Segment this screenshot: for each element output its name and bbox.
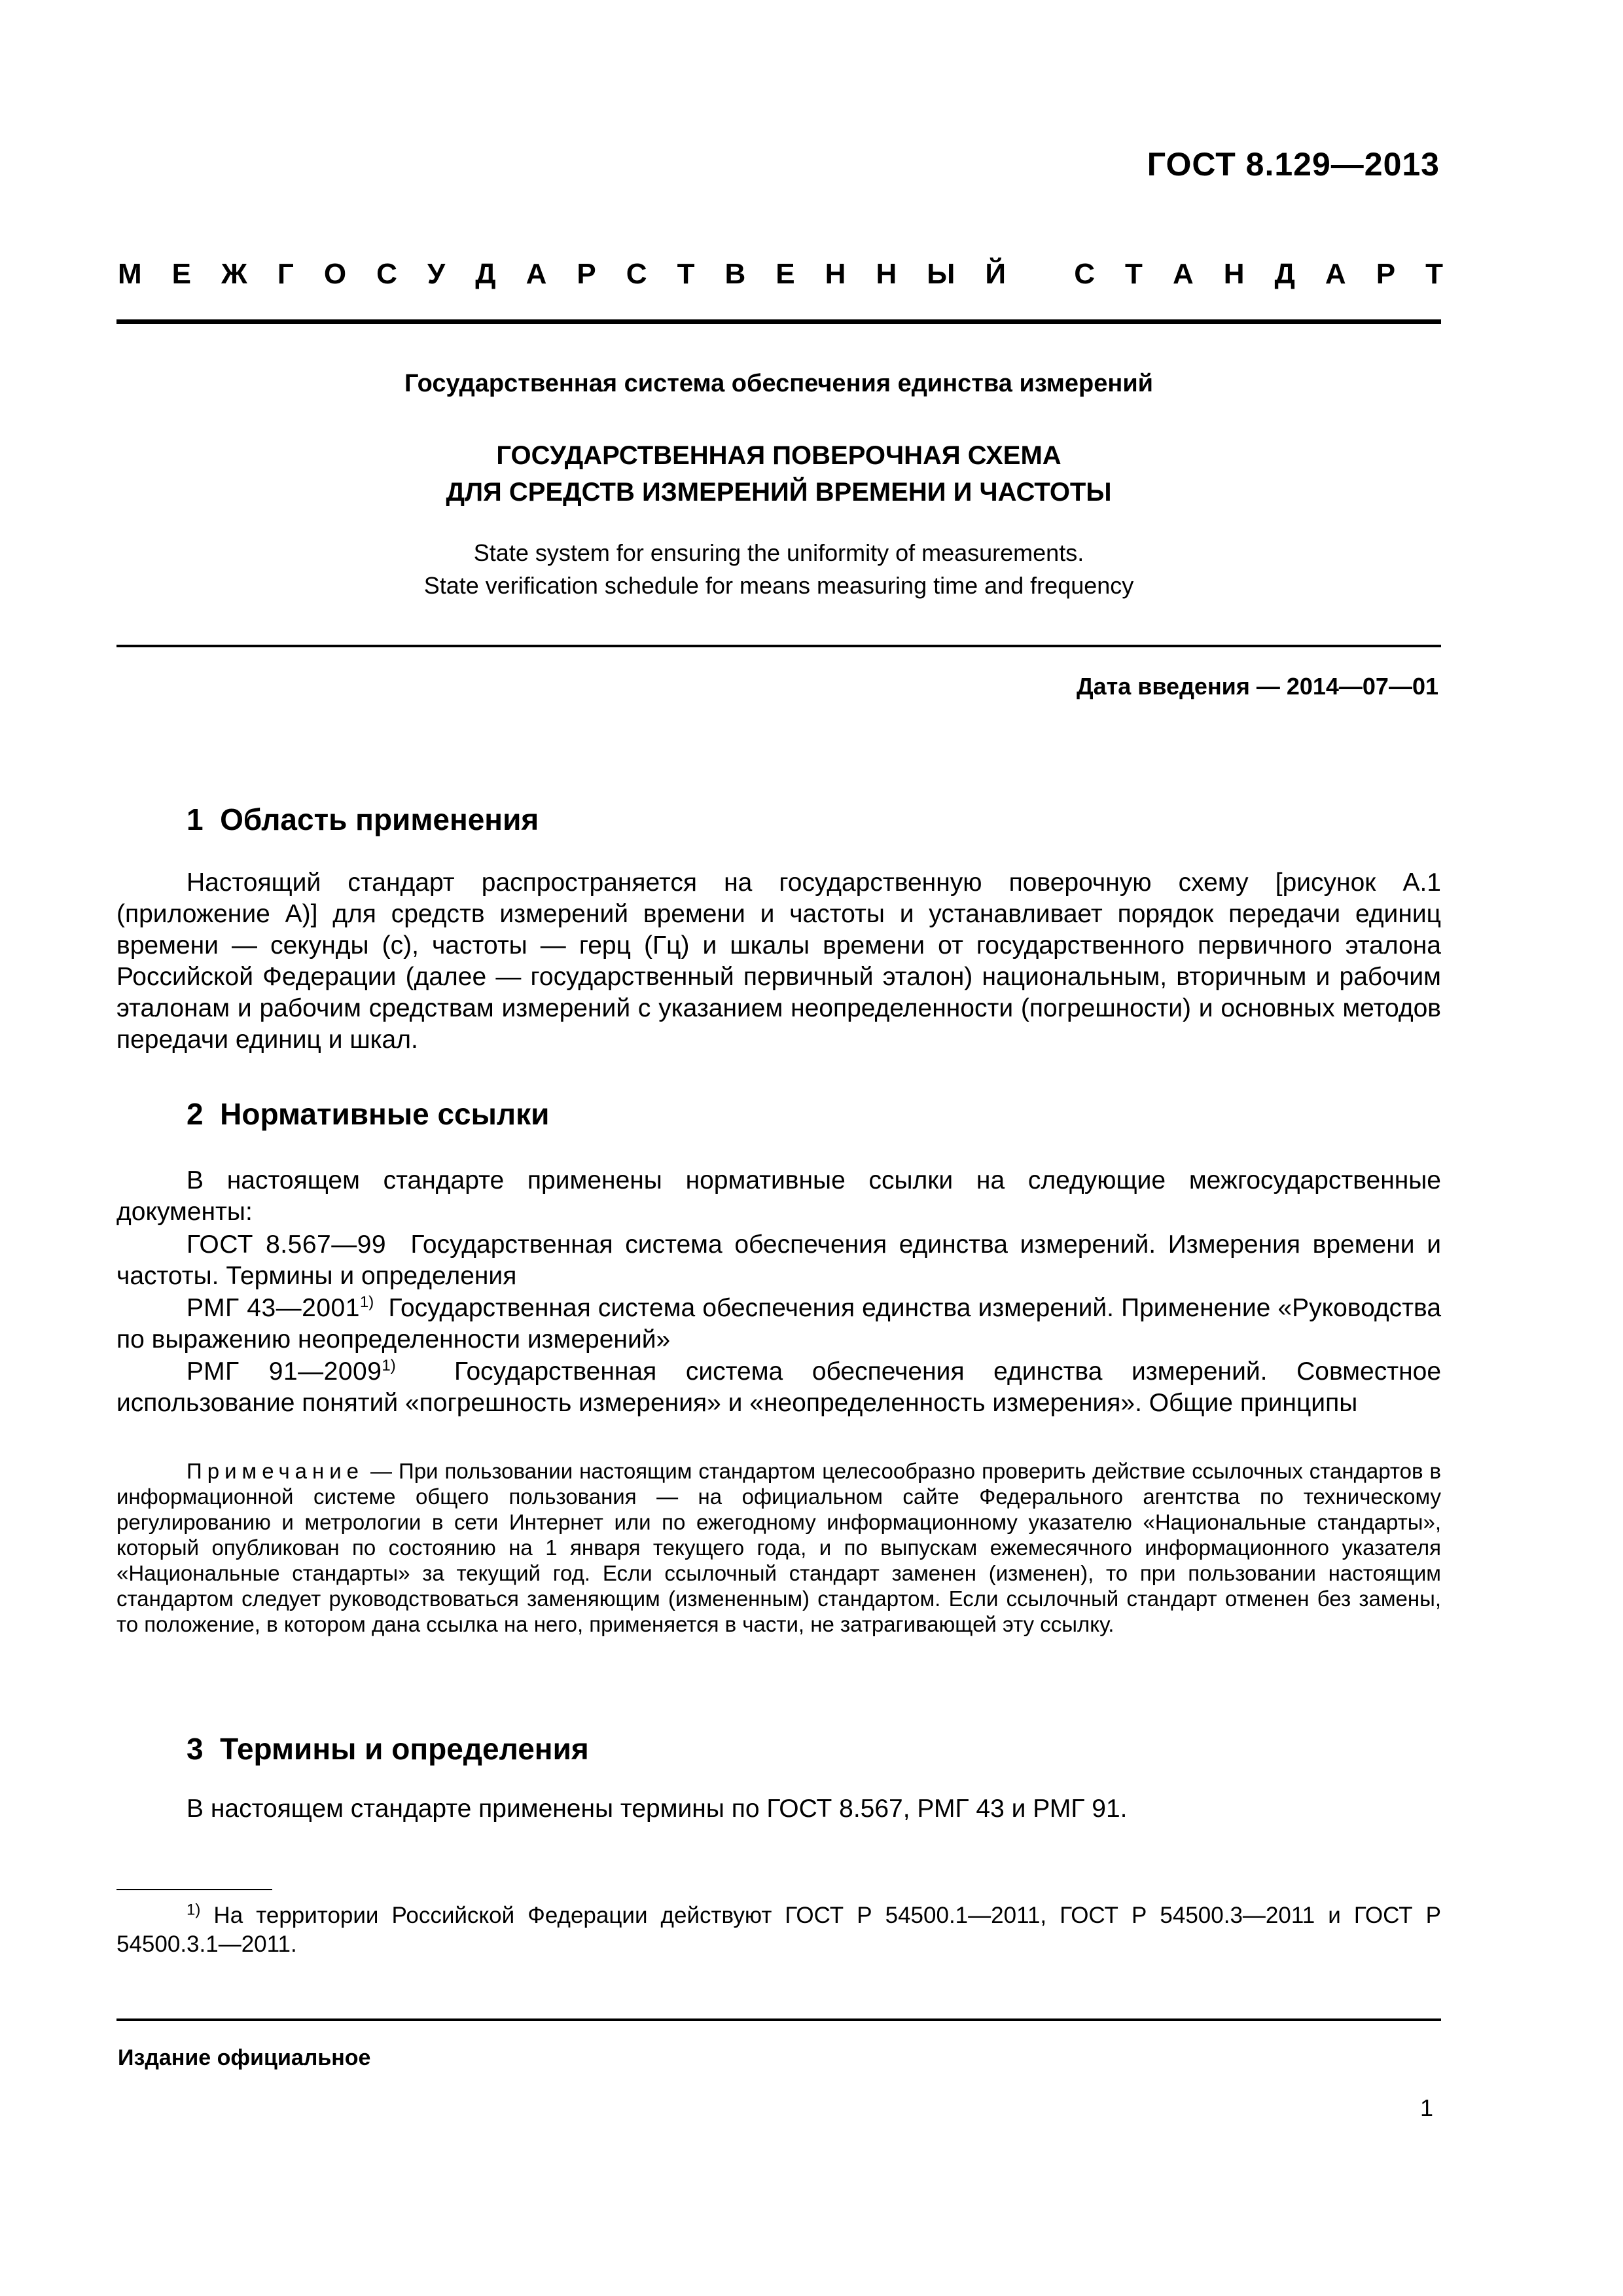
standard-type-letter: А: [526, 258, 547, 290]
english-title: [116, 537, 1441, 602]
introduction-date: Дата введения — 2014—07—01: [1076, 673, 1438, 700]
standard-type-letter: Ж: [221, 258, 247, 290]
document-number: ГОСТ 8.129—2013: [1147, 146, 1440, 183]
standard-type-letter: Р: [1376, 258, 1396, 290]
main-title: [116, 437, 1441, 511]
reference-title: Государственная система обеспечения единства измерений. Совместное использование понятий «погрешность измерения» и «неопределенность измерения». Общие принципы: [116, 1357, 1442, 1417]
standard-type-letter: Д: [475, 258, 496, 290]
standard-type-letter: М: [118, 258, 142, 290]
section-2-heading: [187, 1096, 549, 1132]
footer-rule: [116, 2018, 1441, 2021]
reference-code: ГОСТ 8.567—99: [187, 1230, 387, 1259]
standard-type-letter: Н: [876, 258, 897, 290]
standard-type-letter: Р: [577, 258, 596, 290]
section-2-heading-text: 2 Нормативные ссылки: [187, 1097, 550, 1131]
edition-label: Издание официальное: [118, 2045, 371, 2070]
footnote-rule: [116, 1889, 272, 1890]
reference-code: РМГ 43—2001: [187, 1294, 360, 1322]
standard-type-letter: Н: [1223, 258, 1245, 290]
standard-type-letter: А: [1325, 258, 1346, 290]
main-title-line-1: ГОСУДАРСТВЕННАЯ ПОВЕРОЧНАЯ СХЕМА: [496, 441, 1061, 470]
header-rule: [116, 319, 1441, 324]
standard-type-letter: В: [724, 258, 746, 290]
note-label: Примечание: [187, 1459, 365, 1483]
footnote-text: На территории Российской Федерации действуют ГОСТ Р 54500.1—2011, ГОСТ Р 54500.3—2011 и ГОСТ Р 54500.3.1—2011.: [116, 1903, 1441, 1957]
title-rule: [116, 645, 1441, 647]
standard-type-letter: У: [427, 258, 446, 290]
reference-code: РМГ 91—2009: [187, 1357, 382, 1386]
reference-footnote-mark: 1): [359, 1293, 374, 1311]
section-2-intro: В настоящем стандарте применены нормативные ссылки на следующие межгосударственные документы:: [116, 1166, 1441, 1226]
standard-type-letter: О: [323, 258, 347, 290]
section-1-heading-text: 1 Область применения: [187, 802, 539, 836]
standard-type-heading: [118, 258, 1443, 291]
section-1-heading: [187, 802, 539, 837]
page-number: 1: [1419, 2094, 1433, 2121]
standard-type-letter: Т: [677, 258, 695, 290]
standard-type-letter: Д: [1274, 258, 1295, 290]
standard-type-letter: Е: [776, 258, 795, 290]
normative-reference: [116, 1293, 1441, 1355]
note-text: — При пользовании настоящим стандартом целесообразно проверить действие ссылочных стандартов в информационной системе общего пользования — на официальном сайте Федерального агентства по техническому регулированию и метрологии в сети Интернет или по ежегодному информационному указателю «Национальные стандарты», который опубликован по состоянию на 1 января текущего года, и по выпускам ежемесячного информационного указателя «Национальные стандарты» за текущий год. Если ссылочный стандарт заменен (изменен), то при пользовании настоящим стандартом следует руководствоваться заменяющим (измененным) стандартом. Если ссылочный стандарт отменен без замены, то положение, в котором дана ссылка на него, применяется в части, не затрагивающей эту ссылку.: [116, 1459, 1441, 1636]
reference-title: Государственная система обеспечения единства измерений. Применение «Руководства по выражению неопределенности измерений»: [116, 1294, 1442, 1354]
main-title-line-2: ДЛЯ СРЕДСТВ ИЗМЕРЕНИЙ ВРЕМЕНИ И ЧАСТОТЫ: [446, 478, 1112, 507]
standard-type-letter: Ы: [927, 258, 955, 290]
reference-title: Государственная система обеспечения единства измерений. Измерения времени и частоты. Термины и определения: [116, 1230, 1441, 1290]
section-3-heading-text: 3 Термины и определения: [187, 1732, 589, 1766]
english-title-line-1: State system for ensuring the uniformity of measurements.: [473, 539, 1084, 566]
normative-reference: [116, 1229, 1441, 1292]
section-3-heading: [187, 1731, 589, 1767]
standard-type-letter: С: [626, 258, 647, 290]
section-1-text: Настоящий стандарт распространяется на государственную поверочную схему [рисунок А.1 (приложение А)] для средств измерений времени и частоты и устанавливает порядок передачи единиц времени — секунды (с), частоты — герц (Гц) и шкалы времени от государственного первичного эталона Российской Федерации (далее — государственный первичный эталон) национальным, вторичным и рабочим эталонам и рабочим средствам измерений с указанием неопределенности (погрешности) и основных методов передачи единиц и шкал.: [116, 869, 1441, 1054]
standard-type-letter: А: [1172, 258, 1194, 290]
standard-type-letter: С: [376, 258, 397, 290]
system-title: Государственная система обеспечения единства измерений: [404, 370, 1154, 397]
standard-type-letter: С: [1074, 258, 1096, 290]
footnote-mark: 1): [187, 1901, 201, 1919]
english-title-line-2: State verification schedule for means measuring time and frequency: [423, 572, 1134, 599]
standard-type-letter: Й: [985, 258, 1006, 290]
standard-type-letter: Т: [1425, 258, 1443, 290]
reference-footnote-mark: 1): [382, 1357, 396, 1374]
note: [116, 1458, 1441, 1637]
standard-type-letter: Т: [1125, 258, 1143, 290]
standard-type-letter: Е: [171, 258, 192, 290]
standard-type-letter: Н: [825, 258, 846, 290]
footnote: [116, 1901, 1441, 1959]
standard-type-letter: Г: [277, 258, 294, 290]
normative-reference: [116, 1356, 1441, 1419]
section-3-text: В настоящем стандарте применены термины по ГОСТ 8.567, РМГ 43 и РМГ 91.: [187, 1795, 1128, 1823]
standard-type-letter: [1036, 258, 1044, 291]
